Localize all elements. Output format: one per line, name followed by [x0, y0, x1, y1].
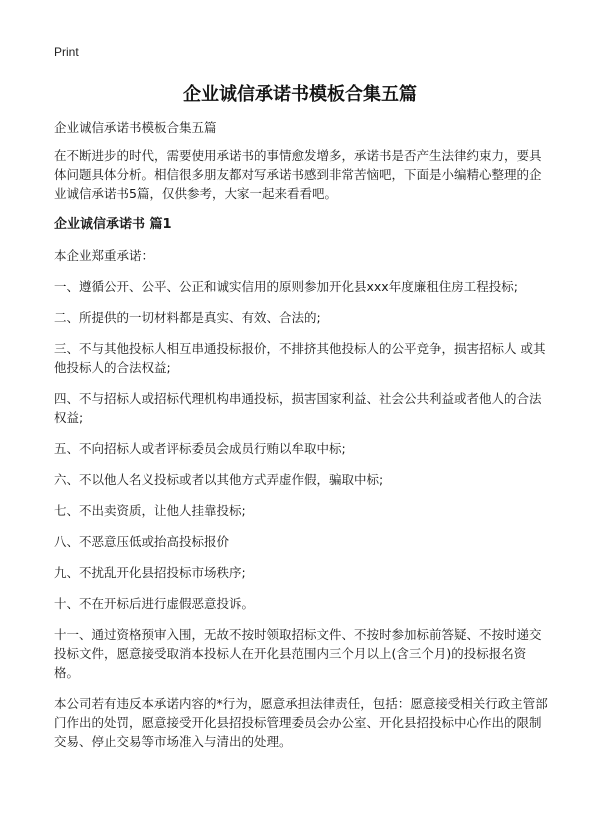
paragraph-closing: 本公司若有违反本承诺内容的*行为，愿意承担法律责任，包括：愿意接受相关行政主管部门作出的处罚，愿意接受开化县招投标管理委员会办公室、开化县招投标中心作出的限制交易、停止交易等市场准入与清出的处理。 — [54, 696, 548, 749]
paragraph-item-4: 四、不与招标人或招标代理机构串通投标，损害国家利益、社会公共利益或者他人的合法权益; — [54, 391, 542, 425]
paragraph-item-1: 一、遵循公开、公平、公正和诚实信用的原则参加开化县xxx年度廉租住房工程投标; — [54, 279, 518, 294]
print-link[interactable]: Print — [54, 45, 79, 59]
paragraph-item-10: 十、不在开标后进行虚假恶意投诉。 — [54, 596, 255, 611]
paragraph-item-7: 七、不出卖资质，让他人挂靠投标; — [54, 503, 246, 518]
document-title: 企业诚信承诺书模板合集五篇 — [183, 84, 417, 105]
section-heading: 企业诚信承诺书 篇1 — [54, 217, 172, 232]
paragraph-item-9: 九、不扰乱开化县招投标市场秩序; — [54, 565, 246, 580]
document-subtitle: 企业诚信承诺书模板合集五篇 — [54, 120, 217, 135]
paragraph-item-8: 八、不恶意压低或抬高投标报价 — [54, 534, 230, 549]
paragraph-item-3: 三、不与其他投标人相互串通投标报价，不排挤其他投标人的公平竞争，损害招标人 或其他投标人的合法权益; — [54, 341, 546, 375]
intro-paragraph: 在不断进步的时代，需要使用承诺书的事情愈发增多，承诺书是否产生法律约束力，要具体问题具体分析。相信很多朋友都对写承诺书感到非常苦恼吧，下面是小编精心整理的企业诚信承诺书5篇，仅供参考，大家一起来看看吧。 — [54, 148, 542, 201]
document-body — [54, 118, 550, 763]
paragraph-item-5: 五、不向招标人或者评标委员会成员行贿以牟取中标; — [54, 441, 346, 456]
paragraph-item-11: 十一、通过资格预审入围，无故不按时领取招标文件、不按时参加标前答疑、不按时递交投标文件，愿意接受取消本投标人在开化县范围内三个月以上(含三个月)的投标报名资格。 — [54, 627, 542, 680]
paragraph-opening: 本企业郑重承诺： — [54, 248, 155, 263]
paragraph-item-2: 二、所提供的一切材料都是真实、有效、合法的; — [54, 310, 321, 325]
paragraph-item-6: 六、不以他人名义投标或者以其他方式弄虚作假，骗取中标; — [54, 472, 384, 487]
